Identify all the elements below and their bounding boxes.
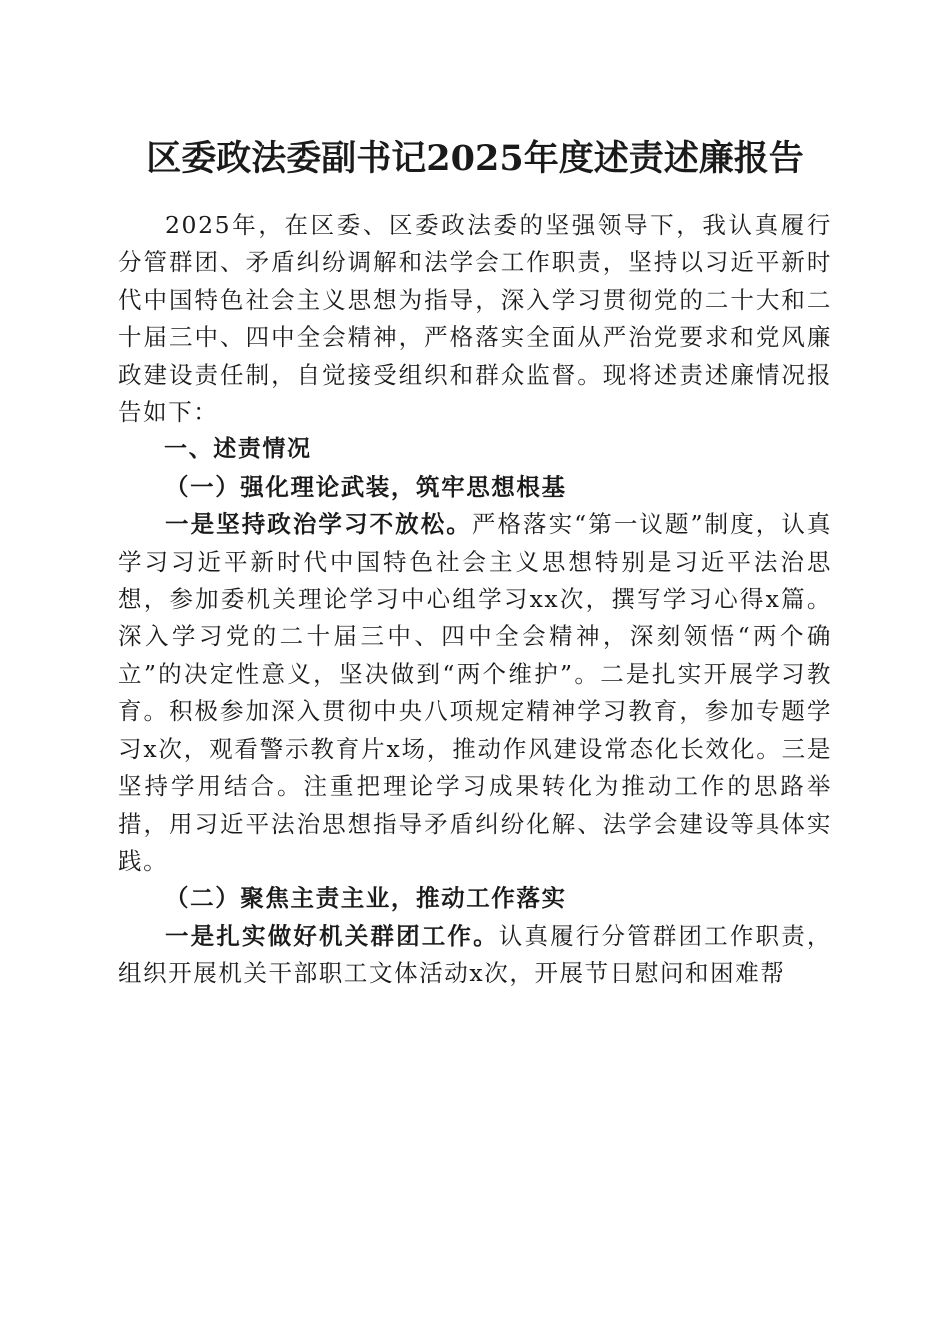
paragraph-lead: 一是扎实做好机关群团工作。 [165, 921, 499, 950]
subsection-heading-theory: （一）强化理论武装，筑牢思想根基 [165, 472, 567, 501]
paragraph-text: 严格落实“第一议题”制度，认真学习习近平新时代中国特色社会主义思想特别是习近平法治思想，参加委机关理论学习中心组学习xx次，撰写学习心得x篇。深入学习党的二十届三中、四中全会精神，深刻领悟“两个确立”的决定性意义，坚决做到“两个维护”。二是扎实开展学习教育。积极参加深入贯彻中央八项规定精神学习教育，参加专题学习x次，观看警示教育片x场，推动作风建设常态化长效化。三是坚持学用结合。注重把理论学习成果转化为推动工作的思路举措，用习近平法治思想指导矛盾纠纷化解、法学会建设等具体实践。 [118, 510, 833, 875]
intro-paragraph: 2025年，在区委、区委政法委的坚强领导下，我认真履行分管群团、矛盾纠纷调解和法学会工作职责，坚持以习近平新时代中国特色社会主义思想为指导，深入学习贯彻党的二十大和二十届三中、四中全会精神，严格落实全面从严治党要求和党风廉政建设责任制，自觉接受组织和群众监督。现将述责述廉情况报告如下： [118, 211, 832, 427]
paragraph-text: 认真履行分管群团工作职责，组织开展机关干部职工文体活动x次，开展节日慰问和困难帮 [118, 921, 832, 988]
paragraph-lead: 一是坚持政治学习不放松。 [165, 510, 472, 539]
section-heading-accountability: 一、述责情况 [164, 436, 312, 463]
paragraph-political-study [118, 506, 832, 880]
document-body [118, 207, 832, 993]
subsection-heading-duties: （二）聚焦主责主业，推动工作落实 [165, 884, 567, 913]
document-title: 区委政法委副书记2025年度述责述廉报告 [146, 138, 804, 179]
paragraph-group-work [118, 918, 832, 993]
